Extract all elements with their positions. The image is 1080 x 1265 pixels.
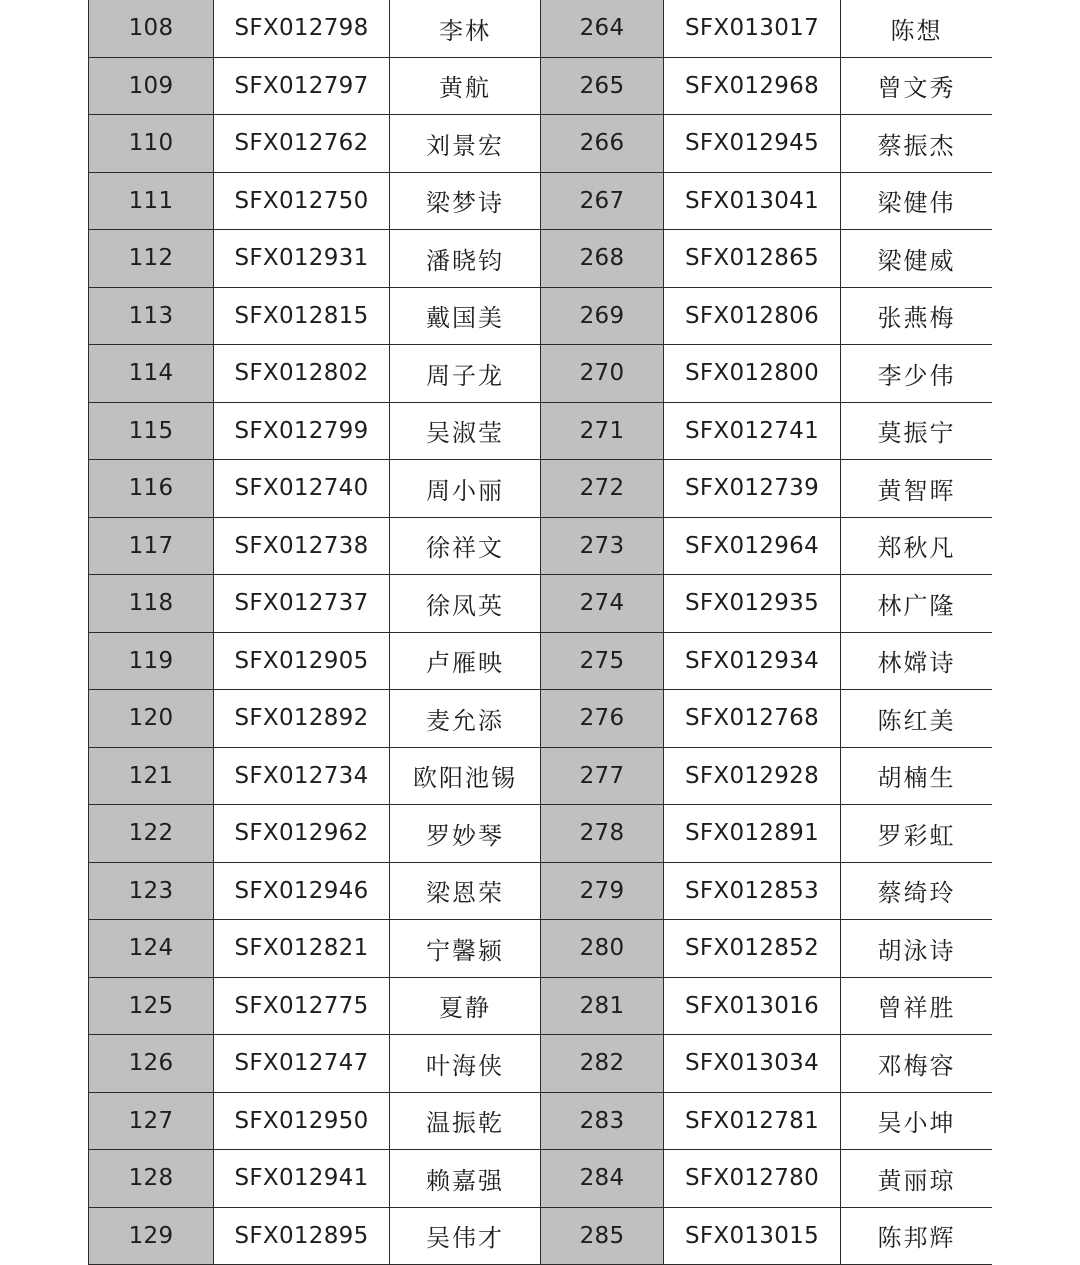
name-cell: 郑秋凡	[841, 517, 993, 575]
code-cell: SFX012962	[214, 805, 390, 863]
name-cell: 曾文秀	[841, 57, 993, 115]
name-cell: 黄丽琼	[841, 1150, 993, 1208]
code-cell: SFX012815	[214, 287, 390, 345]
name-cell: 戴国美	[390, 287, 541, 345]
code-cell: SFX012931	[214, 230, 390, 288]
code-cell: SFX013034	[664, 1035, 841, 1093]
code-cell: SFX012928	[664, 747, 841, 805]
serial-number-cell: 113	[89, 287, 214, 345]
serial-number-cell: 270	[541, 345, 664, 403]
serial-number-cell: 271	[541, 402, 664, 460]
roster-table	[88, 0, 992, 1265]
name-cell: 张燕梅	[841, 287, 993, 345]
serial-number-cell: 119	[89, 632, 214, 690]
code-cell: SFX012852	[664, 920, 841, 978]
code-cell: SFX012738	[214, 517, 390, 575]
serial-number-cell: 272	[541, 460, 664, 518]
serial-number-cell: 266	[541, 115, 664, 173]
name-cell: 梁恩荣	[390, 862, 541, 920]
code-cell: SFX013015	[664, 1207, 841, 1265]
serial-number-cell: 126	[89, 1035, 214, 1093]
serial-number-cell: 284	[541, 1150, 664, 1208]
serial-number-cell: 283	[541, 1092, 664, 1150]
name-cell: 梁健伟	[841, 172, 993, 230]
table-row	[89, 862, 993, 920]
serial-number-cell: 279	[541, 862, 664, 920]
serial-number-cell: 269	[541, 287, 664, 345]
serial-number-cell: 114	[89, 345, 214, 403]
table-row	[89, 345, 993, 403]
table-row	[89, 1035, 993, 1093]
name-cell: 宁馨颍	[390, 920, 541, 978]
name-cell: 李林	[390, 0, 541, 57]
serial-number-cell: 116	[89, 460, 214, 518]
table-row	[89, 517, 993, 575]
serial-number-cell: 118	[89, 575, 214, 633]
code-cell: SFX012806	[664, 287, 841, 345]
table-row	[89, 460, 993, 518]
serial-number-cell: 273	[541, 517, 664, 575]
name-cell: 温振乾	[390, 1092, 541, 1150]
name-cell: 蔡绮玲	[841, 862, 993, 920]
name-cell: 刘景宏	[390, 115, 541, 173]
serial-number-cell: 123	[89, 862, 214, 920]
table-row	[89, 402, 993, 460]
serial-number-cell: 275	[541, 632, 664, 690]
name-cell: 夏静	[390, 977, 541, 1035]
code-cell: SFX012968	[664, 57, 841, 115]
table-row	[89, 172, 993, 230]
name-cell: 黄航	[390, 57, 541, 115]
code-cell: SFX012964	[664, 517, 841, 575]
serial-number-cell: 127	[89, 1092, 214, 1150]
code-cell: SFX012800	[664, 345, 841, 403]
code-cell: SFX012892	[214, 690, 390, 748]
code-cell: SFX012891	[664, 805, 841, 863]
name-cell: 蔡振杰	[841, 115, 993, 173]
code-cell: SFX012780	[664, 1150, 841, 1208]
serial-number-cell: 285	[541, 1207, 664, 1265]
code-cell: SFX012762	[214, 115, 390, 173]
name-cell: 陈想	[841, 0, 993, 57]
code-cell: SFX012750	[214, 172, 390, 230]
table-row	[89, 0, 993, 57]
code-cell: SFX012799	[214, 402, 390, 460]
serial-number-cell: 277	[541, 747, 664, 805]
serial-number-cell: 282	[541, 1035, 664, 1093]
roster-table-body	[89, 0, 993, 1265]
serial-number-cell: 268	[541, 230, 664, 288]
table-row	[89, 115, 993, 173]
code-cell: SFX012821	[214, 920, 390, 978]
serial-number-cell: 117	[89, 517, 214, 575]
table-row	[89, 977, 993, 1035]
table-row	[89, 805, 993, 863]
name-cell: 吴伟才	[390, 1207, 541, 1265]
serial-number-cell: 109	[89, 57, 214, 115]
code-cell: SFX012740	[214, 460, 390, 518]
name-cell: 周小丽	[390, 460, 541, 518]
code-cell: SFX012950	[214, 1092, 390, 1150]
name-cell: 吴小坤	[841, 1092, 993, 1150]
table-row	[89, 747, 993, 805]
name-cell: 叶海侠	[390, 1035, 541, 1093]
table-row	[89, 57, 993, 115]
name-cell: 梁梦诗	[390, 172, 541, 230]
name-cell: 赖嘉强	[390, 1150, 541, 1208]
name-cell: 李少伟	[841, 345, 993, 403]
serial-number-cell: 120	[89, 690, 214, 748]
serial-number-cell: 129	[89, 1207, 214, 1265]
code-cell: SFX012734	[214, 747, 390, 805]
name-cell: 欧阳池锡	[390, 747, 541, 805]
code-cell: SFX012905	[214, 632, 390, 690]
table-row	[89, 1207, 993, 1265]
name-cell: 莫振宁	[841, 402, 993, 460]
name-cell: 潘晓钧	[390, 230, 541, 288]
table-row	[89, 575, 993, 633]
serial-number-cell: 108	[89, 0, 214, 57]
code-cell: SFX013016	[664, 977, 841, 1035]
name-cell: 黄智晖	[841, 460, 993, 518]
serial-number-cell: 112	[89, 230, 214, 288]
code-cell: SFX012941	[214, 1150, 390, 1208]
serial-number-cell: 280	[541, 920, 664, 978]
table-row	[89, 690, 993, 748]
serial-number-cell: 110	[89, 115, 214, 173]
code-cell: SFX013041	[664, 172, 841, 230]
name-cell: 陈邦辉	[841, 1207, 993, 1265]
code-cell: SFX012781	[664, 1092, 841, 1150]
name-cell: 麦允添	[390, 690, 541, 748]
name-cell: 胡泳诗	[841, 920, 993, 978]
serial-number-cell: 274	[541, 575, 664, 633]
name-cell: 曾祥胜	[841, 977, 993, 1035]
name-cell: 林嫦诗	[841, 632, 993, 690]
name-cell: 胡楠生	[841, 747, 993, 805]
table-row	[89, 230, 993, 288]
name-cell: 罗妙琴	[390, 805, 541, 863]
serial-number-cell: 125	[89, 977, 214, 1035]
name-cell: 邓梅容	[841, 1035, 993, 1093]
serial-number-cell: 111	[89, 172, 214, 230]
serial-number-cell: 278	[541, 805, 664, 863]
code-cell: SFX013017	[664, 0, 841, 57]
name-cell: 徐凤英	[390, 575, 541, 633]
table-row	[89, 1092, 993, 1150]
name-cell: 卢雁映	[390, 632, 541, 690]
roster-table-container	[88, 0, 992, 1265]
table-row	[89, 1150, 993, 1208]
serial-number-cell: 265	[541, 57, 664, 115]
serial-number-cell: 264	[541, 0, 664, 57]
serial-number-cell: 276	[541, 690, 664, 748]
code-cell: SFX012895	[214, 1207, 390, 1265]
table-row	[89, 632, 993, 690]
code-cell: SFX012797	[214, 57, 390, 115]
serial-number-cell: 128	[89, 1150, 214, 1208]
code-cell: SFX012945	[664, 115, 841, 173]
code-cell: SFX012741	[664, 402, 841, 460]
serial-number-cell: 122	[89, 805, 214, 863]
name-cell: 陈红美	[841, 690, 993, 748]
serial-number-cell: 281	[541, 977, 664, 1035]
name-cell: 徐祥文	[390, 517, 541, 575]
name-cell: 梁健威	[841, 230, 993, 288]
code-cell: SFX012865	[664, 230, 841, 288]
serial-number-cell: 121	[89, 747, 214, 805]
serial-number-cell: 115	[89, 402, 214, 460]
code-cell: SFX012737	[214, 575, 390, 633]
name-cell: 吴淑莹	[390, 402, 541, 460]
code-cell: SFX012802	[214, 345, 390, 403]
code-cell: SFX012934	[664, 632, 841, 690]
code-cell: SFX012853	[664, 862, 841, 920]
code-cell: SFX012775	[214, 977, 390, 1035]
name-cell: 周子龙	[390, 345, 541, 403]
code-cell: SFX012739	[664, 460, 841, 518]
serial-number-cell: 124	[89, 920, 214, 978]
serial-number-cell: 267	[541, 172, 664, 230]
code-cell: SFX012747	[214, 1035, 390, 1093]
name-cell: 罗彩虹	[841, 805, 993, 863]
table-row	[89, 287, 993, 345]
code-cell: SFX012946	[214, 862, 390, 920]
code-cell: SFX012768	[664, 690, 841, 748]
name-cell: 林广隆	[841, 575, 993, 633]
code-cell: SFX012798	[214, 0, 390, 57]
table-row	[89, 920, 993, 978]
code-cell: SFX012935	[664, 575, 841, 633]
